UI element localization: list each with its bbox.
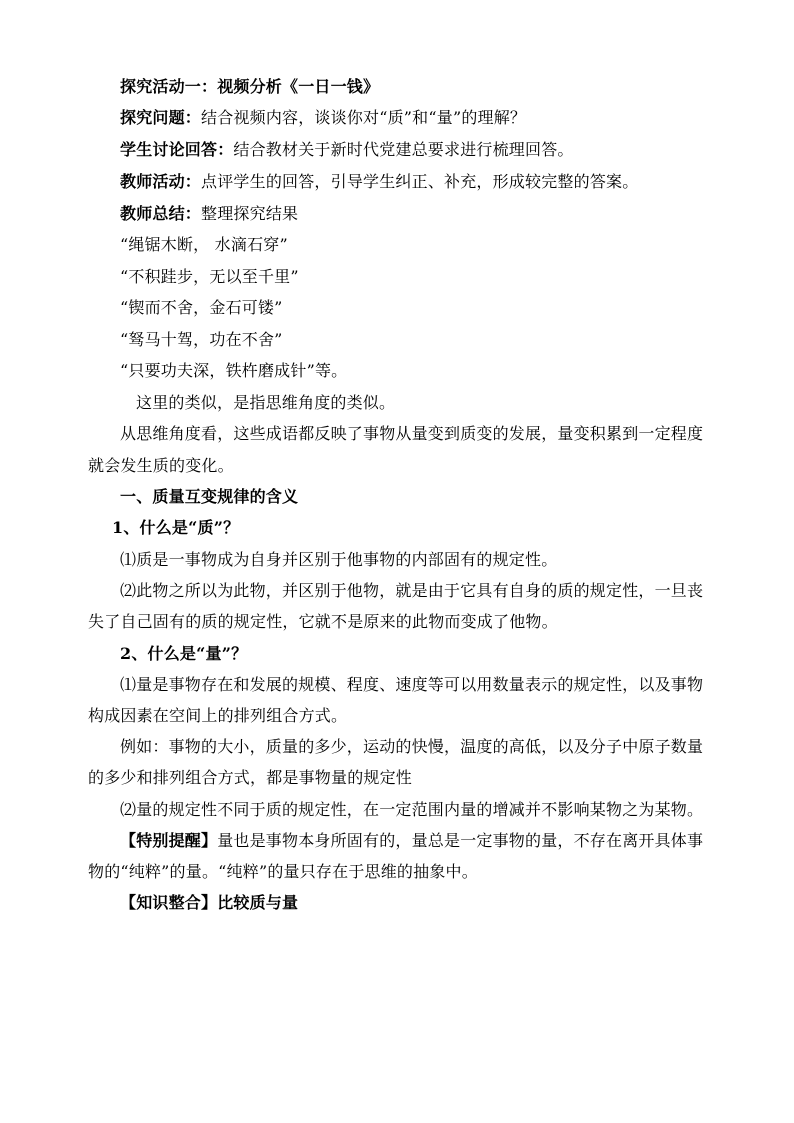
quote-item: “锲而不舍，金石可镂”	[120, 298, 283, 317]
knowledge-integration-line	[120, 893, 298, 913]
thinking-paragraph-line1: 从思维角度看，这些成语都反映了事物从量变到质变的发展，量变积累到一定程度	[120, 424, 704, 443]
quote-item: “绳锯木断， 水滴石穿”	[120, 235, 288, 254]
teacher-summary-label: 教师总结：	[120, 204, 202, 223]
knowledge-integration-text: 比较质与量	[217, 893, 299, 912]
special-reminder-text: 量也是事物本身所固有的，量总是一定事物的量，不存在离开具体事	[217, 831, 704, 850]
question-label: 探究问题：	[120, 108, 202, 127]
similarity-note: 这里的类似，是指思维角度的类似。	[136, 393, 396, 412]
question-line	[120, 108, 526, 128]
teacher-summary-line	[120, 204, 298, 224]
quality-heading: 1、什么是“质”？	[112, 518, 240, 537]
activity-title	[120, 77, 379, 97]
discussion-text: 结合教材关于新时代党建总要求进行梳理回答。	[233, 140, 574, 159]
teacher-activity-text: 点评学生的回答，引导学生纠正、补充，形成较完整的答案。	[201, 172, 639, 191]
quantity-heading: 2、什么是“量”？	[120, 644, 248, 663]
quality-point-1: ⑴质是一事物成为自身并区别于他事物的内部固有的规定性。	[120, 550, 558, 569]
teacher-activity-label: 教师活动：	[120, 172, 202, 191]
discussion-line	[120, 140, 574, 160]
example-line2: 的多少和排列组合方式，都是事物量的规定性	[88, 768, 413, 787]
example-line1: 例如：事物的大小，质量的多少，运动的快慢，温度的高低，以及分子中原子数量	[120, 737, 704, 756]
thinking-paragraph-line2: 就会发生质的变化。	[88, 456, 234, 475]
quality-point-2-line2: 失了自己固有的质的规定性，它就不是原来的此物而变成了他物。	[88, 612, 558, 631]
special-reminder-line2: 物的“纯粹”的量。“纯粹”的量只存在于思维的抽象中。	[88, 862, 478, 881]
knowledge-integration-label: 【知识整合】	[120, 893, 218, 912]
discussion-label: 学生讨论回答：	[120, 140, 234, 159]
quantity-point-2: ⑵量的规定性不同于质的规定性，在一定范围内量的增减并不影响某物之为某物。	[120, 800, 704, 819]
quality-point-2-line1: ⑵此物之所以为此物，并区别于他物，就是由于它具有自身的质的规定性，一旦丧	[120, 581, 704, 600]
quote-item: “只要功夫深，铁杵磨成针”等。	[120, 361, 348, 380]
special-reminder-label: 【特别提醒】	[120, 831, 218, 850]
question-text: 结合视频内容，谈谈你对“质”和“量”的理解？	[201, 108, 527, 127]
quote-item: “不积跬步，无以至千里”	[120, 267, 299, 286]
quantity-point-1-line1: ⑴量是事物存在和发展的规模、程度、速度等可以用数量表示的规定性，以及事物	[120, 675, 704, 694]
activity-title-text: 探究活动一：视频分析《一日一钱》	[120, 77, 380, 96]
teacher-activity-line	[120, 172, 638, 192]
teacher-summary-text: 整理探究结果	[201, 204, 299, 223]
special-reminder-line1	[120, 831, 703, 851]
section-heading: 一、质量互变规律的含义	[120, 487, 299, 506]
quote-item: “驽马十驾，功在不舍”	[120, 330, 283, 349]
quantity-point-1-line2: 构成因素在空间上的排列组合方式。	[88, 706, 348, 725]
